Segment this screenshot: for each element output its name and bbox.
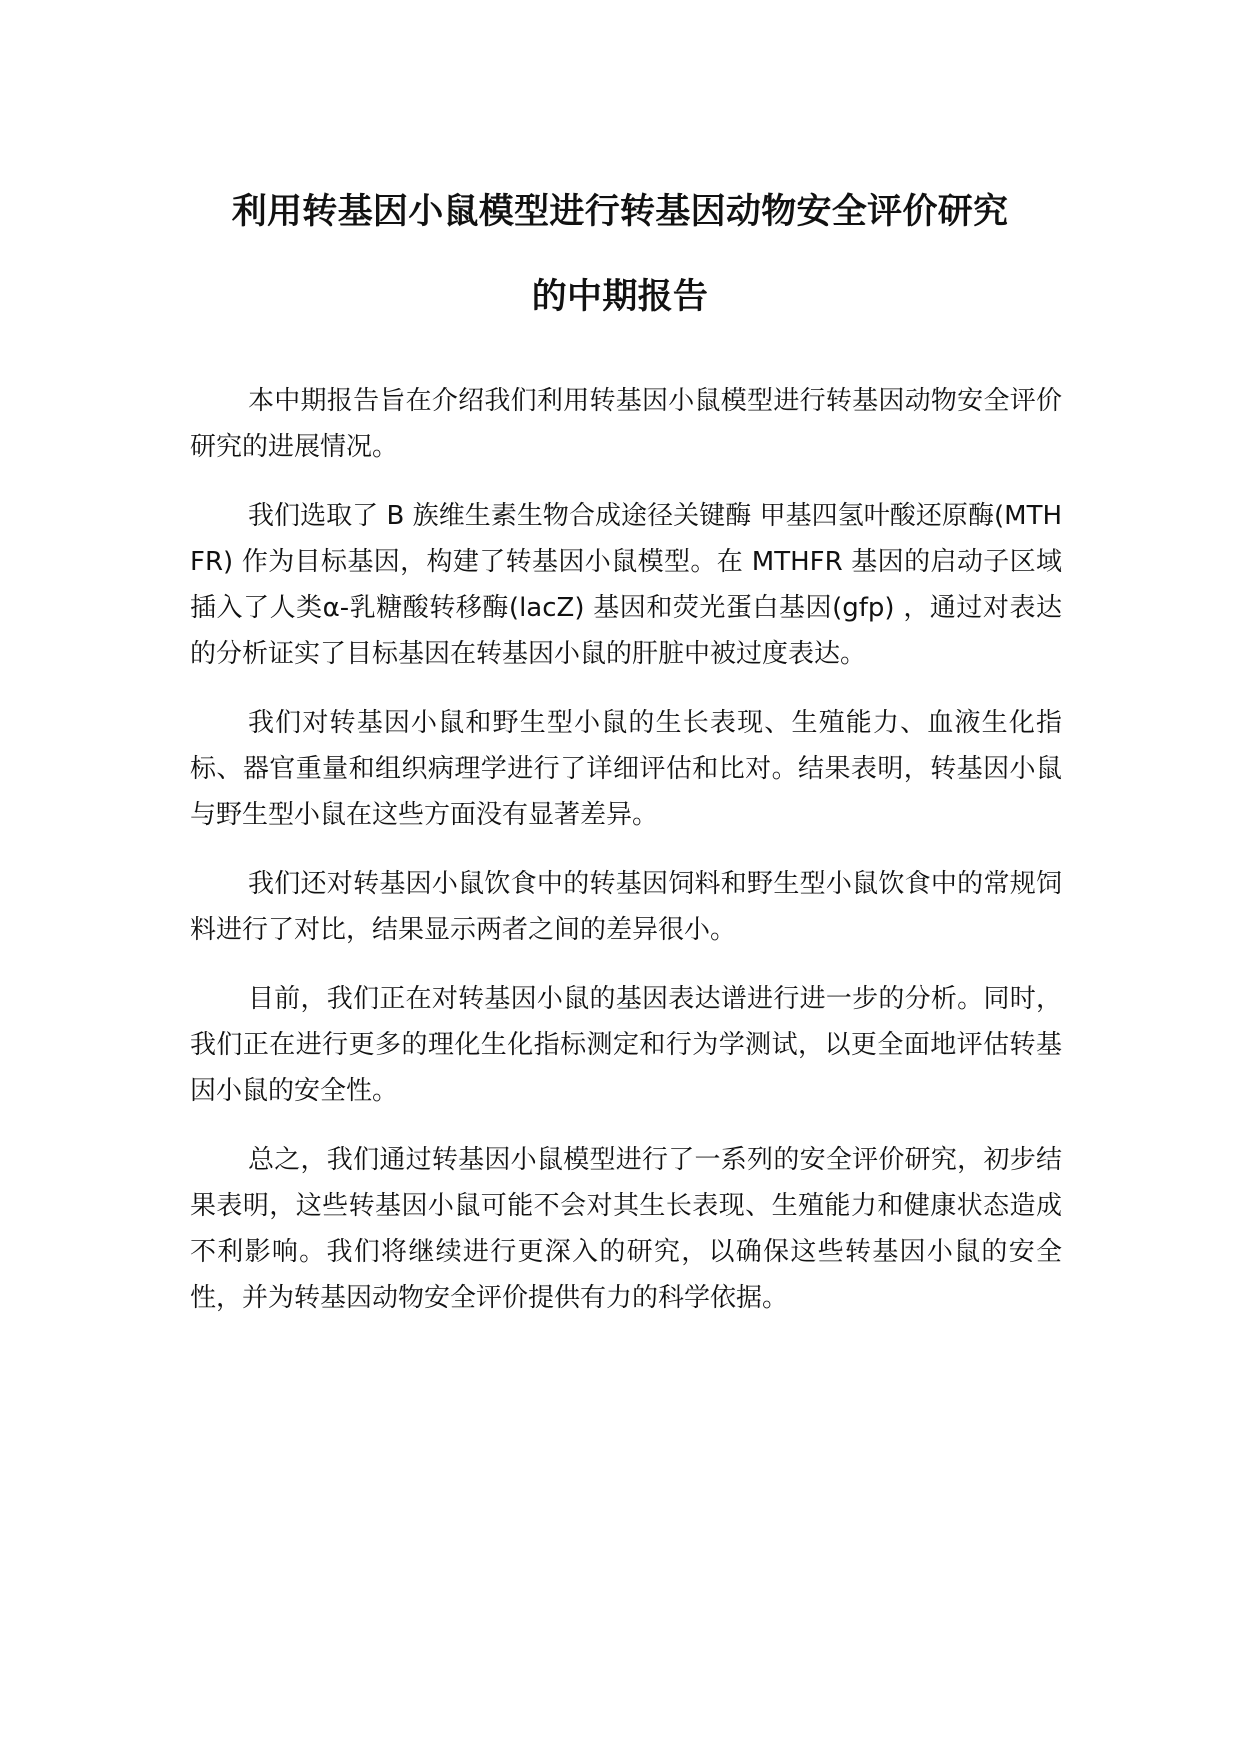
document-body bbox=[190, 378, 1062, 1344]
paragraph-intro: 本中期报告旨在介绍我们利用转基因小鼠模型进行转基因动物安全评价研究的进展情况。 bbox=[190, 386, 1062, 462]
title-line-1: 利用转基因小鼠模型进行转基因动物安全评价研究 bbox=[231, 192, 1009, 232]
paragraph-conclusion: 总之，我们通过转基因小鼠模型进行了一系列的安全评价研究，初步结果表明，这些转基因小鼠可能不会对其生长表现、生殖能力和健康状态造成不利影响。我们将继续进行更深入的研究，以确保这些转基因小鼠的安全性，并为转基因动物安全评价提供有力的科学依据。 bbox=[190, 1145, 1062, 1313]
paragraph-current-work: 目前，我们正在对转基因小鼠的基因表达谱进行进一步的分析。同时，我们正在进行更多的理化生化指标测定和行为学测试，以更全面地评估转基因小鼠的安全性。 bbox=[190, 984, 1062, 1106]
paragraph-feed-comparison: 我们还对转基因小鼠饮食中的转基因饲料和野生型小鼠饮食中的常规饲料进行了对比，结果显示两者之间的差异很小。 bbox=[190, 869, 1062, 945]
title-line-2: 的中期报告 bbox=[531, 277, 709, 317]
paragraph-model-construction: 我们选取了 B 族维生素生物合成途径关键酶 甲基四氢叶酸还原酶(MTHFR) 作为目标基因，构建了转基因小鼠模型。在 MTHFR 基因的启动子区域插入了人类α-乳糖酸转移酶(lacZ) 基因和荧光蛋白基因(gfp) ，通过对表达的分析证实了目标基因在转基因小鼠的肝脏中被过度表达。 bbox=[190, 501, 1062, 669]
paragraph-evaluation: 我们对转基因小鼠和野生型小鼠的生长表现、生殖能力、血液生化指标、器官重量和组织病理学进行了详细评估和比对。结果表明，转基因小鼠与野生型小鼠在这些方面没有显著差异。 bbox=[190, 708, 1062, 830]
document-title bbox=[190, 170, 1050, 340]
